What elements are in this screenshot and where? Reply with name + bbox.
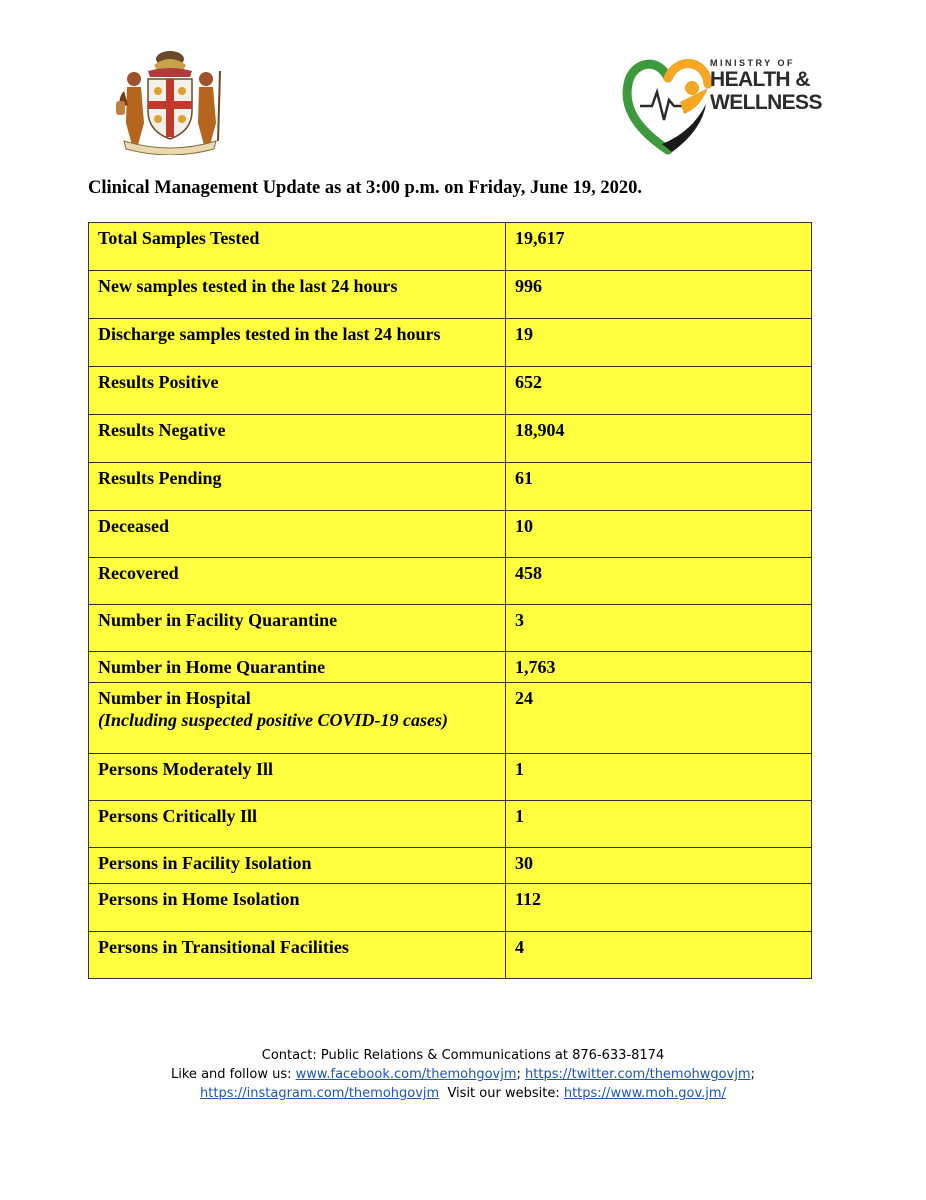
row-value: 10 [506, 511, 812, 558]
table-row [89, 848, 812, 884]
row-value: 19 [506, 319, 812, 367]
link-separator: ; [516, 1067, 526, 1082]
row-label: New samples tested in the last 24 hours [98, 276, 398, 296]
row-label: Persons Critically Ill [98, 806, 257, 826]
footer-social-line [0, 1065, 926, 1084]
coat-of-arms-logo [110, 45, 230, 155]
row-label-cell [89, 884, 506, 932]
row-value: 652 [506, 367, 812, 415]
row-value: 458 [506, 558, 812, 605]
stats-table [88, 222, 812, 979]
row-label: Results Negative [98, 420, 226, 440]
row-value: 61 [506, 463, 812, 511]
row-label-cell [89, 558, 506, 605]
footer [0, 1046, 926, 1103]
website-prefix: Visit our website: [439, 1086, 564, 1101]
row-label: Results Positive [98, 372, 219, 392]
row-value: 1,763 [506, 652, 812, 683]
row-value: 112 [506, 884, 812, 932]
row-label: Recovered [98, 563, 179, 583]
row-label: Persons in Facility Isolation [98, 853, 312, 873]
instagram-link[interactable]: https://instagram.com/themohgovjm [200, 1086, 440, 1101]
footer-web-line [0, 1084, 926, 1103]
row-value: 4 [506, 932, 812, 979]
row-value: 1 [506, 801, 812, 848]
table-row [89, 415, 812, 463]
row-label-cell [89, 223, 506, 271]
row-label-cell [89, 605, 506, 652]
table-row [89, 754, 812, 801]
page-title: Clinical Management Update as at 3:00 p.m. on Friday, June 19, 2020. [88, 178, 642, 198]
row-label: Deceased [98, 516, 169, 536]
row-label-cell [89, 319, 506, 367]
row-label: Persons in Transitional Facilities [98, 937, 349, 957]
table-row [89, 367, 812, 415]
twitter-link[interactable]: https://twitter.com/themohwgovjm [525, 1067, 751, 1082]
website-link[interactable]: https://www.moh.gov.jm/ [563, 1086, 726, 1101]
table-row [89, 932, 812, 979]
row-value: 18,904 [506, 415, 812, 463]
row-label-cell [89, 652, 506, 683]
row-label-cell [89, 463, 506, 511]
row-value: 1 [506, 754, 812, 801]
table-row [89, 319, 812, 367]
row-label-cell [89, 271, 506, 319]
heart-pulse-icon [622, 48, 714, 158]
row-label: Results Pending [98, 468, 222, 488]
row-label: Number in Facility Quarantine [98, 610, 338, 630]
row-label: Persons Moderately Ill [98, 759, 273, 779]
table-row [89, 683, 812, 754]
logo-health: HEALTH & [710, 68, 810, 91]
row-value: 19,617 [506, 223, 812, 271]
table-row [89, 801, 812, 848]
footer-contact: Contact: Public Relations & Communications at 876-633-8174 [261, 1048, 665, 1063]
table-row [89, 223, 812, 271]
row-label-cell [89, 801, 506, 848]
table-row [89, 884, 812, 932]
row-value: 30 [506, 848, 812, 884]
row-label-cell [89, 367, 506, 415]
follow-prefix: Like and follow us: [171, 1067, 296, 1082]
row-label: Number in Home Quarantine [98, 657, 326, 677]
row-value: 3 [506, 605, 812, 652]
row-label-cell [89, 683, 506, 754]
table-row [89, 511, 812, 558]
row-label: Number in Hospital [98, 688, 251, 708]
moh-logo [622, 48, 822, 158]
table-row [89, 463, 812, 511]
facebook-link[interactable]: www.facebook.com/themohgovjm [295, 1067, 517, 1082]
table-row [89, 652, 812, 683]
table-row [89, 558, 812, 605]
row-label: Total Samples Tested [98, 228, 260, 248]
row-label-cell [89, 415, 506, 463]
row-value: 996 [506, 271, 812, 319]
row-sublabel: (Including suspected positive COVID-19 cases) [98, 710, 448, 730]
link-separator-end: ; [750, 1067, 755, 1082]
table-row [89, 605, 812, 652]
logo-ministry-of: MINISTRY OF [710, 58, 796, 68]
row-label-cell [89, 754, 506, 801]
logo-wellness: WELLNESS [710, 91, 822, 114]
row-value: 24 [506, 683, 812, 754]
row-label-cell [89, 848, 506, 884]
row-label: Persons in Home Isolation [98, 889, 300, 909]
row-label-cell [89, 932, 506, 979]
row-label-cell [89, 511, 506, 558]
row-label: Discharge samples tested in the last 24 hours [98, 324, 441, 344]
table-row [89, 271, 812, 319]
